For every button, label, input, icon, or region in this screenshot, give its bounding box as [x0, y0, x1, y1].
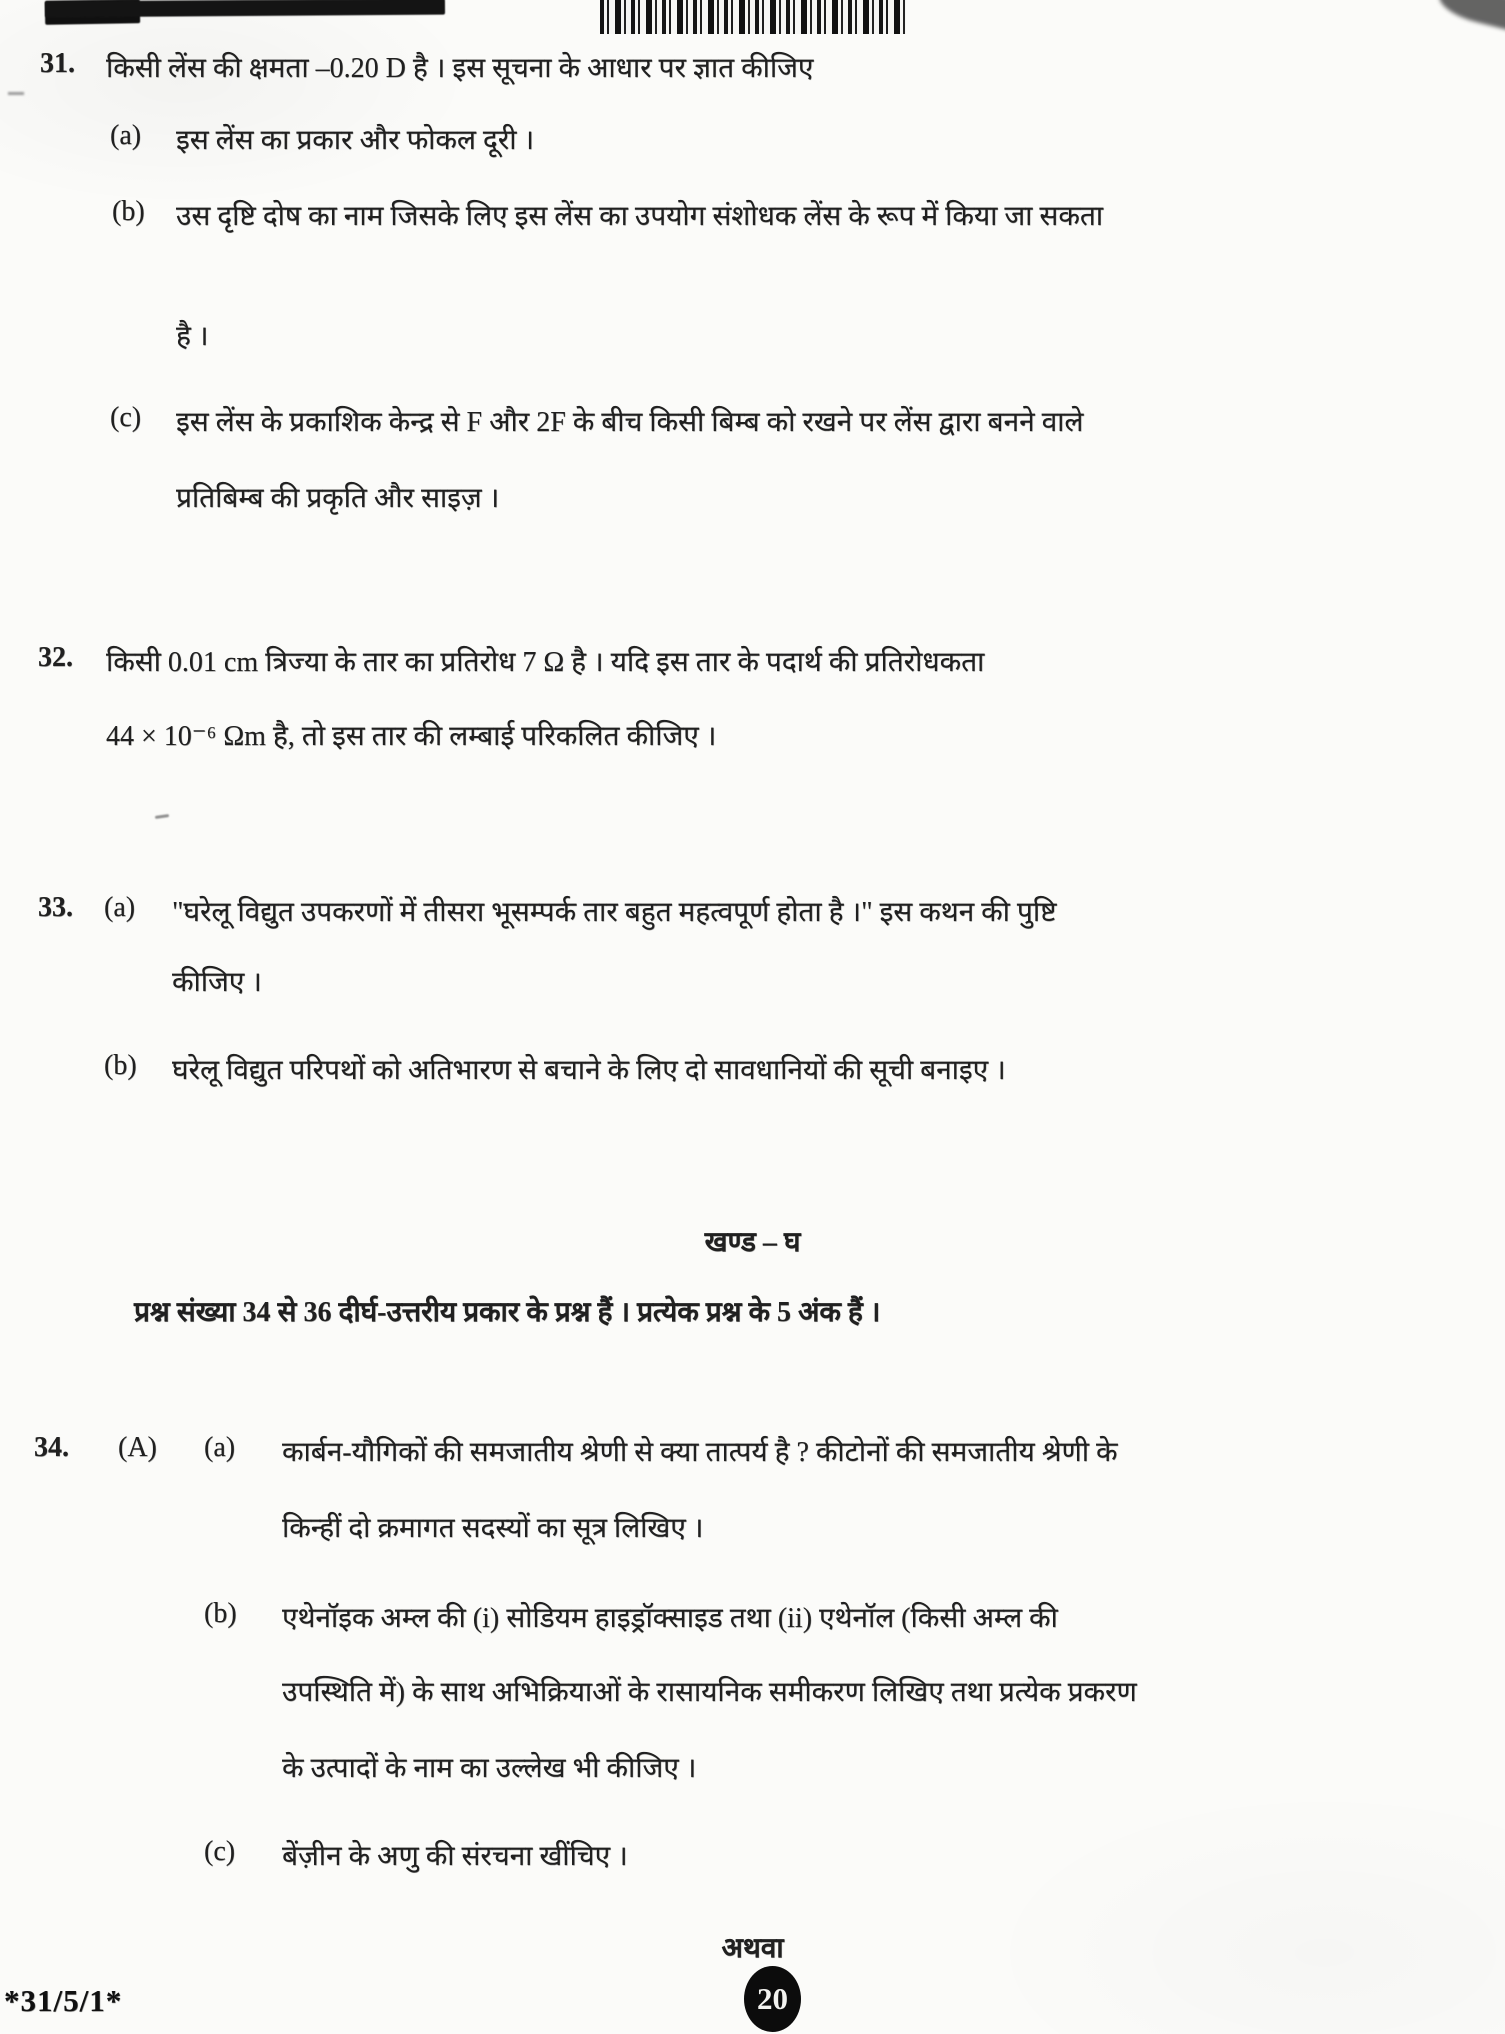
question-31b-label: (b): [112, 196, 145, 227]
page-curl-smudge: [1435, 0, 1505, 31]
page-number-badge: [744, 1966, 801, 2032]
question-34c-text: बेंज़ीन के अणु की संरचना खींचिए ।: [282, 1841, 628, 1872]
scan-dash-artifact: [8, 92, 24, 95]
question-34a-text-line1: कार्बन-यौगिकों की समजातीय श्रेणी से क्या तात्पर्य है ? कीटोनों की समजातीय श्रेणी के: [282, 1437, 1118, 1468]
question-34b-text-line2: उपस्थिति में) के साथ अभिक्रियाओं के रासायनिक समीकरण लिखिए तथा प्रत्येक प्रकरण: [282, 1677, 1137, 1708]
question-31a-text: इस लेंस का प्रकार और फोकल दूरी ।: [176, 125, 535, 156]
or-separator-label: अथवा: [721, 1933, 784, 1964]
question-34b-label: (b): [204, 1598, 237, 1629]
question-31b-text-line2: है ।: [176, 321, 209, 352]
question-33a-label: (a): [104, 892, 136, 923]
question-34b-text-line1: एथेनॉइक अम्ल की (i) सोडियम हाइड्रॉक्साइड तथा (ii) एथेनॉल (किसी अम्ल की: [282, 1603, 1058, 1634]
question-34c-label: (c): [204, 1836, 236, 1867]
paper-code: *31/5/1*: [4, 1983, 123, 2018]
scan-artifact-bar: [45, 0, 445, 17]
section-instruction: प्रश्न संख्या 34 से 36 दीर्घ-उत्तरीय प्रकार के प्रश्न हैं । प्रत्येक प्रश्न के 5 अंक हैं ।: [134, 1297, 881, 1328]
question-33b-text: घरेलू विद्युत परिपथों को अतिभारण से बचाने के लिए दो सावधानियों की सूची बनाइए ।: [172, 1055, 1006, 1086]
section-heading: खण्ड – घ: [704, 1227, 801, 1258]
question-33-number: 33.: [38, 892, 73, 923]
question-31a-label: (a): [110, 120, 142, 151]
question-31c-label: (c): [110, 402, 142, 433]
question-34a-label: (a): [204, 1432, 236, 1463]
question-33b-label: (b): [104, 1050, 137, 1081]
question-32-text-line2: 44 × 10⁻⁶ Ωm है, तो इस तार की लम्बाई परिकलित कीजिए ।: [106, 721, 717, 752]
question-31c-text-line2: प्रतिबिम्ब की प्रकृति और साइज़ ।: [176, 483, 500, 514]
page-number: 20: [757, 1981, 788, 2016]
question-32-text-line1: किसी 0.01 cm त्रिज्या के तार का प्रतिरोध 7 Ω है । यदि इस तार के पदार्थ की प्रतिरोधकता: [106, 647, 985, 678]
question-31-intro: किसी लेंस की क्षमता –0.20 D है । इस सूचना के आधार पर ज्ञात कीजिए: [106, 53, 814, 84]
question-34-set-label: (A): [118, 1432, 157, 1463]
question-34a-text-line2: किन्हीं दो क्रमागत सदस्यों का सूत्र लिखिए ।: [282, 1513, 704, 1544]
question-34b-text-line3: के उत्पादों के नाम का उल्लेख भी कीजिए ।: [282, 1753, 697, 1784]
question-33a-text-line1: "घरेलू विद्युत उपकरणों में तीसरा भूसम्पर्क तार बहुत महत्वपूर्ण होता है ।" इस कथन की पुष्टि: [172, 897, 1057, 928]
barcode: [600, 0, 906, 34]
scan-tilde-artifact: [155, 814, 169, 819]
question-33a-text-line2: कीजिए ।: [172, 967, 262, 998]
question-31c-text-line1: इस लेंस के प्रकाशिक केन्द्र से F और 2F के बीच किसी बिम्ब को रखने पर लेंस द्वारा बनने वाले: [176, 407, 1084, 438]
question-31b-text-line1: उस दृष्टि दोष का नाम जिसके लिए इस लेंस का उपयोग संशोधक लेंस के रूप में किया जा सकता: [176, 201, 1104, 232]
question-31-number: 31.: [40, 48, 75, 79]
question-34-number: 34.: [34, 1432, 69, 1463]
question-32-number: 32.: [38, 642, 73, 673]
